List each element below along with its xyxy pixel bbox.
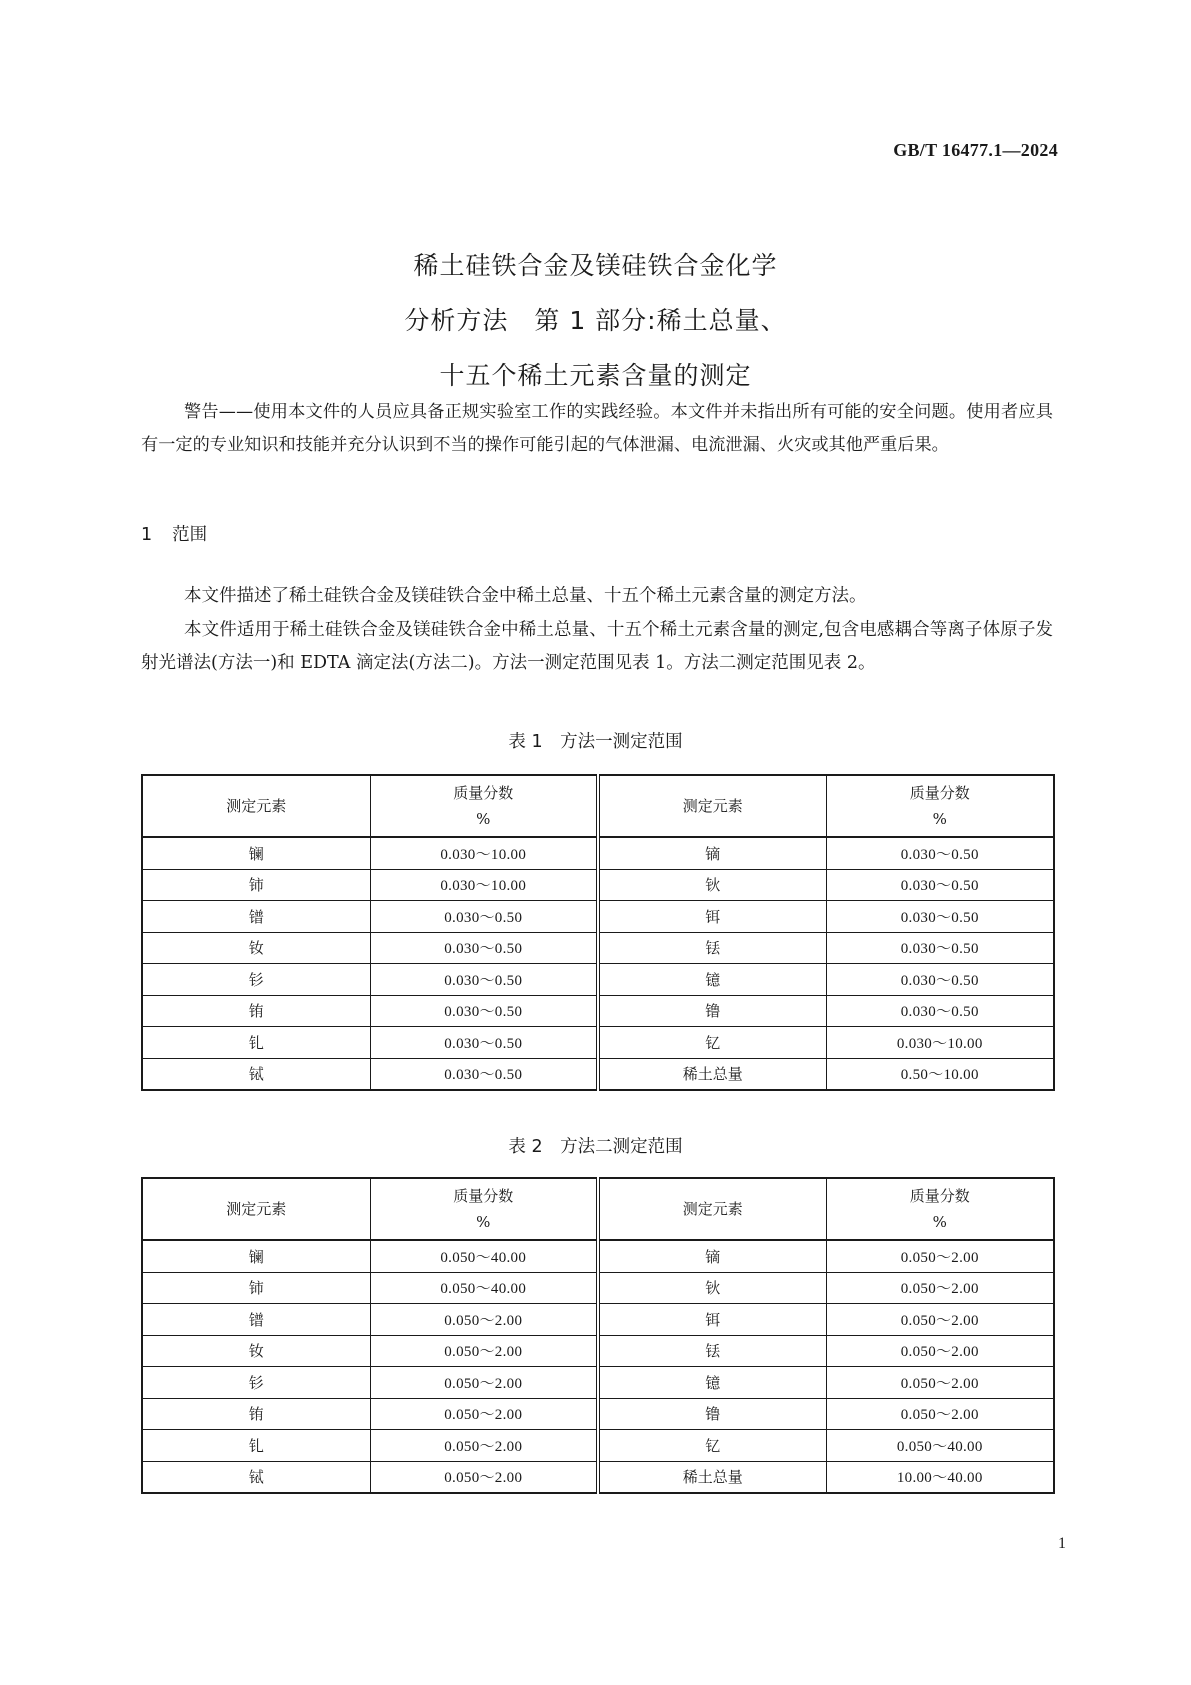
header-unit: %	[476, 1213, 491, 1231]
element-cell: 镝	[598, 837, 826, 869]
table-1	[141, 774, 1055, 1091]
element-cell: 稀土总量	[598, 1058, 826, 1090]
header-fraction-label: 质量分数	[909, 784, 970, 802]
range-cell: 0.030～0.50	[826, 901, 1054, 933]
element-cell: 镨	[142, 1304, 370, 1336]
element-cell: 钇	[598, 1430, 826, 1462]
element-cell: 钬	[598, 869, 826, 901]
header-fraction-label: 质量分数	[909, 1187, 970, 1205]
element-cell: 稀土总量	[598, 1461, 826, 1493]
section-number: 1	[141, 525, 153, 545]
range-cell: 0.030～0.50	[370, 1027, 598, 1059]
element-cell: 镨	[142, 901, 370, 933]
table-row	[142, 1398, 1054, 1430]
table-row	[142, 1335, 1054, 1367]
element-cell: 钕	[142, 932, 370, 964]
element-cell: 镧	[142, 837, 370, 869]
element-cell: 铽	[142, 1058, 370, 1090]
element-cell: 铒	[598, 1304, 826, 1336]
element-cell: 钐	[142, 964, 370, 996]
range-cell: 0.030～0.50	[370, 964, 598, 996]
table-header-row	[142, 775, 1054, 837]
header-fraction-label: 质量分数	[453, 1187, 514, 1205]
element-cell: 钕	[142, 1335, 370, 1367]
header-element: 测定元素	[142, 775, 370, 837]
element-cell: 钐	[142, 1367, 370, 1399]
range-cell: 0.050～2.00	[370, 1398, 598, 1430]
header-mass-fraction	[826, 775, 1054, 837]
table-2-caption: 表 2 方法二测定范围	[508, 1137, 683, 1157]
range-cell: 0.030～0.50	[370, 932, 598, 964]
range-cell: 0.50～10.00	[826, 1058, 1054, 1090]
element-cell: 铈	[142, 869, 370, 901]
header-mass-fraction	[826, 1178, 1054, 1240]
table-header-row	[142, 1178, 1054, 1240]
table-row	[142, 964, 1054, 996]
range-cell: 0.050～2.00	[370, 1461, 598, 1493]
range-cell: 0.050～2.00	[826, 1367, 1054, 1399]
range-cell: 0.050～40.00	[370, 1240, 598, 1272]
table-row	[142, 1430, 1054, 1462]
header-element: 测定元素	[598, 775, 826, 837]
title-line-3: 十五个稀土元素含量的测定	[439, 361, 752, 390]
range-cell: 0.030～10.00	[370, 869, 598, 901]
range-cell: 0.030～0.50	[826, 932, 1054, 964]
header-element: 测定元素	[598, 1178, 826, 1240]
range-cell: 0.050～2.00	[826, 1240, 1054, 1272]
table-row	[142, 995, 1054, 1027]
element-cell: 钬	[598, 1272, 826, 1304]
table-row	[142, 1058, 1054, 1090]
title-line-2: 分析方法 第 1 部分:稀土总量、	[404, 306, 787, 335]
element-cell: 镱	[598, 1367, 826, 1399]
element-cell: 铕	[142, 1398, 370, 1430]
range-cell: 0.050～2.00	[826, 1272, 1054, 1304]
element-cell: 铒	[598, 901, 826, 933]
page-number: 1	[1058, 1535, 1066, 1552]
range-cell: 0.050～2.00	[826, 1304, 1054, 1336]
table-row	[142, 932, 1054, 964]
element-cell: 铥	[598, 1335, 826, 1367]
scope-paragraph-2: 本文件适用于稀土硅铁合金及镁硅铁合金中稀土总量、十五个稀土元素含量的测定,包含电感耦合等离子体原子发射光谱法(方法一)和 EDTA 滴定法(方法二)。方法一测定范围见表 1。方法二测定范围见表 2。	[141, 620, 1053, 673]
element-cell: 镱	[598, 964, 826, 996]
header-unit: %	[932, 810, 947, 828]
range-cell: 0.030～0.50	[826, 869, 1054, 901]
element-cell: 铈	[142, 1272, 370, 1304]
range-cell: 0.050～2.00	[370, 1335, 598, 1367]
element-cell: 铽	[142, 1461, 370, 1493]
range-cell: 0.030～0.50	[370, 995, 598, 1027]
range-cell: 0.030～0.50	[370, 901, 598, 933]
range-cell: 0.030～10.00	[826, 1027, 1054, 1059]
scope-paragraph-1: 本文件描述了稀土硅铁合金及镁硅铁合金中稀土总量、十五个稀土元素含量的测定方法。	[184, 586, 867, 606]
table-row	[142, 1461, 1054, 1493]
standard-code: GB/T 16477.1—2024	[893, 140, 1058, 160]
element-cell: 钆	[142, 1430, 370, 1462]
element-cell: 镝	[598, 1240, 826, 1272]
table-row	[142, 1272, 1054, 1304]
table-row	[142, 901, 1054, 933]
section-heading-scope	[141, 521, 207, 546]
header-fraction-label: 质量分数	[453, 784, 514, 802]
range-cell: 0.030～0.50	[826, 837, 1054, 869]
header-mass-fraction	[370, 1178, 598, 1240]
table-1-caption: 表 1 方法一测定范围	[508, 732, 683, 752]
header-unit: %	[932, 1213, 947, 1231]
table-row	[142, 869, 1054, 901]
header-mass-fraction	[370, 775, 598, 837]
element-cell: 镧	[142, 1240, 370, 1272]
table-row	[142, 1304, 1054, 1336]
table-2	[141, 1177, 1055, 1494]
range-cell: 0.050～2.00	[826, 1335, 1054, 1367]
element-cell: 钆	[142, 1027, 370, 1059]
range-cell: 0.030～0.50	[370, 1058, 598, 1090]
element-cell: 铥	[598, 932, 826, 964]
range-cell: 0.030～0.50	[826, 964, 1054, 996]
header-unit: %	[476, 810, 491, 828]
range-cell: 0.030～0.50	[826, 995, 1054, 1027]
element-cell: 镥	[598, 1398, 826, 1430]
table-row	[142, 837, 1054, 869]
header-element: 测定元素	[142, 1178, 370, 1240]
safety-warning: 警告——使用本文件的人员应具备正规实验室工作的实践经验。本文件并未指出所有可能的安全问题。使用者应具有一定的专业知识和技能并充分认识到不当的操作可能引起的气体泄漏、电流泄漏、火灾或其他严重后果。	[141, 402, 1053, 455]
range-cell: 0.050～2.00	[826, 1398, 1054, 1430]
range-cell: 0.050～2.00	[370, 1304, 598, 1336]
range-cell: 0.050～2.00	[370, 1367, 598, 1399]
range-cell: 0.050～40.00	[370, 1272, 598, 1304]
title-line-1: 稀土硅铁合金及镁硅铁合金化学	[413, 251, 778, 280]
element-cell: 钇	[598, 1027, 826, 1059]
section-title: 范围	[172, 525, 208, 545]
range-cell: 0.030～10.00	[370, 837, 598, 869]
table-row	[142, 1240, 1054, 1272]
document-title	[0, 238, 1191, 403]
table-row	[142, 1367, 1054, 1399]
range-cell: 10.00～40.00	[826, 1461, 1054, 1493]
element-cell: 镥	[598, 995, 826, 1027]
table-row	[142, 1027, 1054, 1059]
range-cell: 0.050～2.00	[370, 1430, 598, 1462]
element-cell: 铕	[142, 995, 370, 1027]
range-cell: 0.050～40.00	[826, 1430, 1054, 1462]
